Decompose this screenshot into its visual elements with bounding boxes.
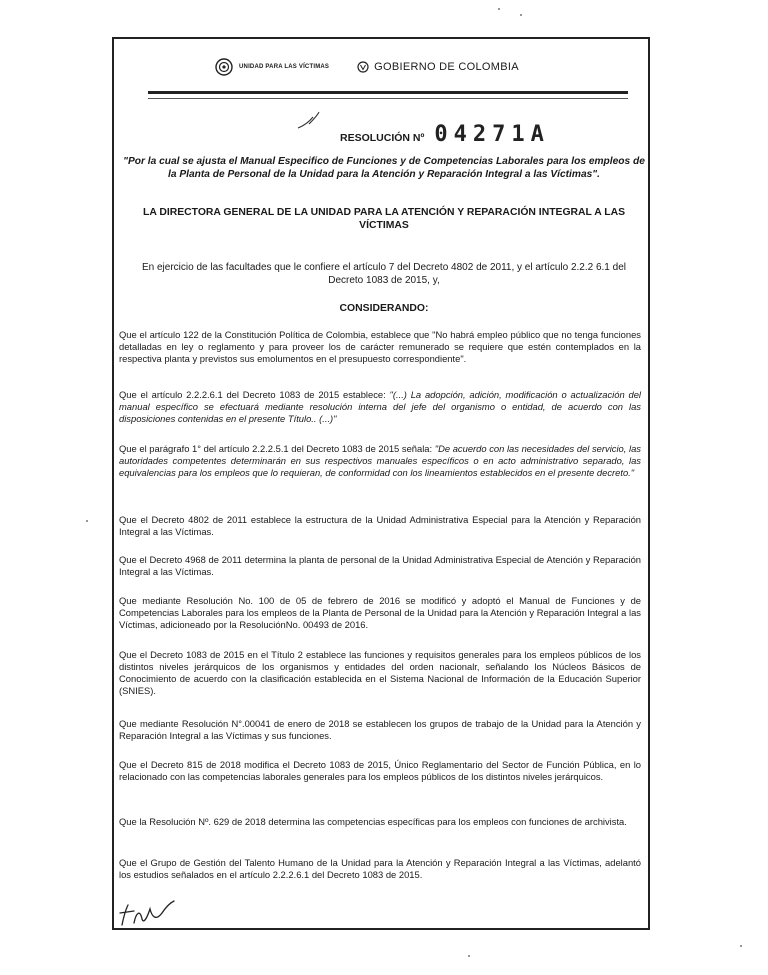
consideration-paragraph (119, 759, 641, 783)
considerando-heading: CONSIDERANDO: (339, 303, 429, 314)
gobierno-colombia-logo-text: GOBIERNO DE COLOMBIA (374, 61, 519, 73)
consideration-text: Que mediante Resolución No. 100 de 05 de febrero de 2016 se modificó y adoptó el Manual de Funciones y de Competencias Laborales para los empleos de la Planta de Personal de la Unidad para la Atención y Reparación Integral a las Víctimas, adicioneado por la ResoluciónNo. 00493 de 2016. (119, 595, 641, 630)
colombia-coat-of-arms-icon (357, 61, 369, 73)
header-divider (148, 91, 628, 99)
consideration-paragraph (119, 389, 641, 425)
consideration-paragraph (119, 718, 641, 742)
consideration-paragraph (119, 816, 641, 828)
scan-speck (740, 945, 742, 947)
scan-speck (498, 8, 500, 10)
consideration-text: Que el parágrafo 1° del artículo 2.2.2.5.1 del Decreto 1083 de 2015 señala: (119, 443, 435, 454)
pen-mark-icon (295, 108, 325, 134)
consideration-paragraph (119, 595, 641, 631)
consideration-paragraph (119, 514, 641, 538)
letterhead (215, 58, 519, 76)
consideration-text: Que el Decreto 1083 de 2015 en el Título 2 establece las funciones y requisitos generales para los empleos públicos de los distintos niveles jerárquicos de los organismos y entidades del orden nacionalr, señalando los Núcleos Básicos de Conocimiento de acuerdo con la clasificación establecida en el Sistema Nacional de Información de la Educación Superior (SNIES). (119, 649, 641, 696)
consideration-paragraph (119, 329, 641, 365)
scan-speck (520, 14, 522, 16)
victims-unit-emblem-icon (215, 58, 233, 76)
consideration-text: Que el Decreto 815 de 2018 modifica el Decreto 1083 de 2015, Único Reglamentario del Sector de Función Pública, en lo relacionado con las competencias laborales generales para los empleos públicos de los distintos niveles jerárquicos. (119, 759, 641, 782)
consideration-text: Que el artículo 2.2.2.6.1 del Decreto 1083 de 2015 establece: (119, 389, 390, 400)
scan-speck (86, 520, 88, 522)
consideration-text: Que el Grupo de Gestión del Talento Humano de la Unidad para la Atención y Reparación Integral a las Víctimas, adelantó los estudios señalados en el artículo 2.2.2.6.1 del Decreto 1083 de 2015. (119, 857, 641, 880)
consideration-text: Que la Resolución Nº. 629 de 2018 determina las competencias específicas para los empleos con funciones de archivista. (119, 816, 627, 827)
consideration-paragraph (119, 443, 641, 479)
handwritten-initials-icon (118, 895, 178, 931)
consideration-paragraph (119, 554, 641, 578)
issuing-authority-heading: LA DIRECTORA GENERAL DE LA UNIDAD PARA LA ATENCIÓN Y REPARACIÓN INTEGRAL A LAS VÍCTIMAS (142, 207, 626, 231)
unidad-victimas-logo (215, 58, 329, 76)
consideration-paragraph (119, 649, 641, 697)
resolution-subject: "Por la cual se ajusta el Manual Especifico de Funciones y de Competencias Laborales para los empleos de la Planta de Personal de la Unidad para la Atención y Reparación Integral a las Víctimas". (123, 156, 645, 180)
consideration-text: Que el Decreto 4968 de 2011 determina la planta de personal de la Unidad Administrativa Especial de Atención y Reparación Integral a las Víctimas. (119, 554, 641, 577)
scan-speck (468, 955, 470, 957)
resolution-line (340, 122, 550, 147)
consideration-quote: "De acuerdo con las necesidades del servicio, las autoridades competentes determinarán en sus respectivos manuales específicos o en acto administrativo separado, las equivalencias para los empleos que lo requieran, de conformidad con los lineamientos establecidos en el presente decreto." (119, 443, 641, 478)
unidad-victimas-logo-text: UNIDAD PARA LAS VÍCTIMAS (239, 64, 330, 70)
consideration-text: Que el artículo 122 de la Constitución Política de Colombia, establece que "No habrá empleo público que no tenga funciones detalladas en ley o reglamento y para proveer los de carácter remunerado se requiere que estén contemplados en la respectiva planta y previstos sus emolumentos en el presupuesto correspondiente". (119, 329, 641, 364)
resolution-label: RESOLUCIÓN Nº (340, 132, 425, 144)
consideration-text: Que el Decreto 4802 de 2011 establece la estructura de la Unidad Administrativa Especial para la Atención y Reparación Integral a las Víctimas. (119, 514, 641, 537)
consideration-paragraph (119, 857, 641, 881)
resolution-number: 04271A (434, 122, 550, 147)
gobierno-colombia-logo (357, 61, 519, 73)
consideration-quote: "(...) La adopción, adición, modificación o actualización del manual específico se efectuará mediante resolución interna del jefe del organismo o entidad, de acuerdo con las disposiciones contenidas en el presente Título.. (...)" (119, 389, 641, 424)
legal-basis-text: En ejercicio de las facultades que le confiere el artículo 7 del Decreto 4802 de 2011, y el artículo 2.2.2 6.1 del Decreto 1083 de 2015, y, (141, 262, 626, 286)
consideration-text: Que mediante Resolución N°.00041 de enero de 2018 se establecen los grupos de trabajo de la Unidad para la Atención y Reparación Integral a las Víctimas y sus funciones. (119, 718, 641, 741)
